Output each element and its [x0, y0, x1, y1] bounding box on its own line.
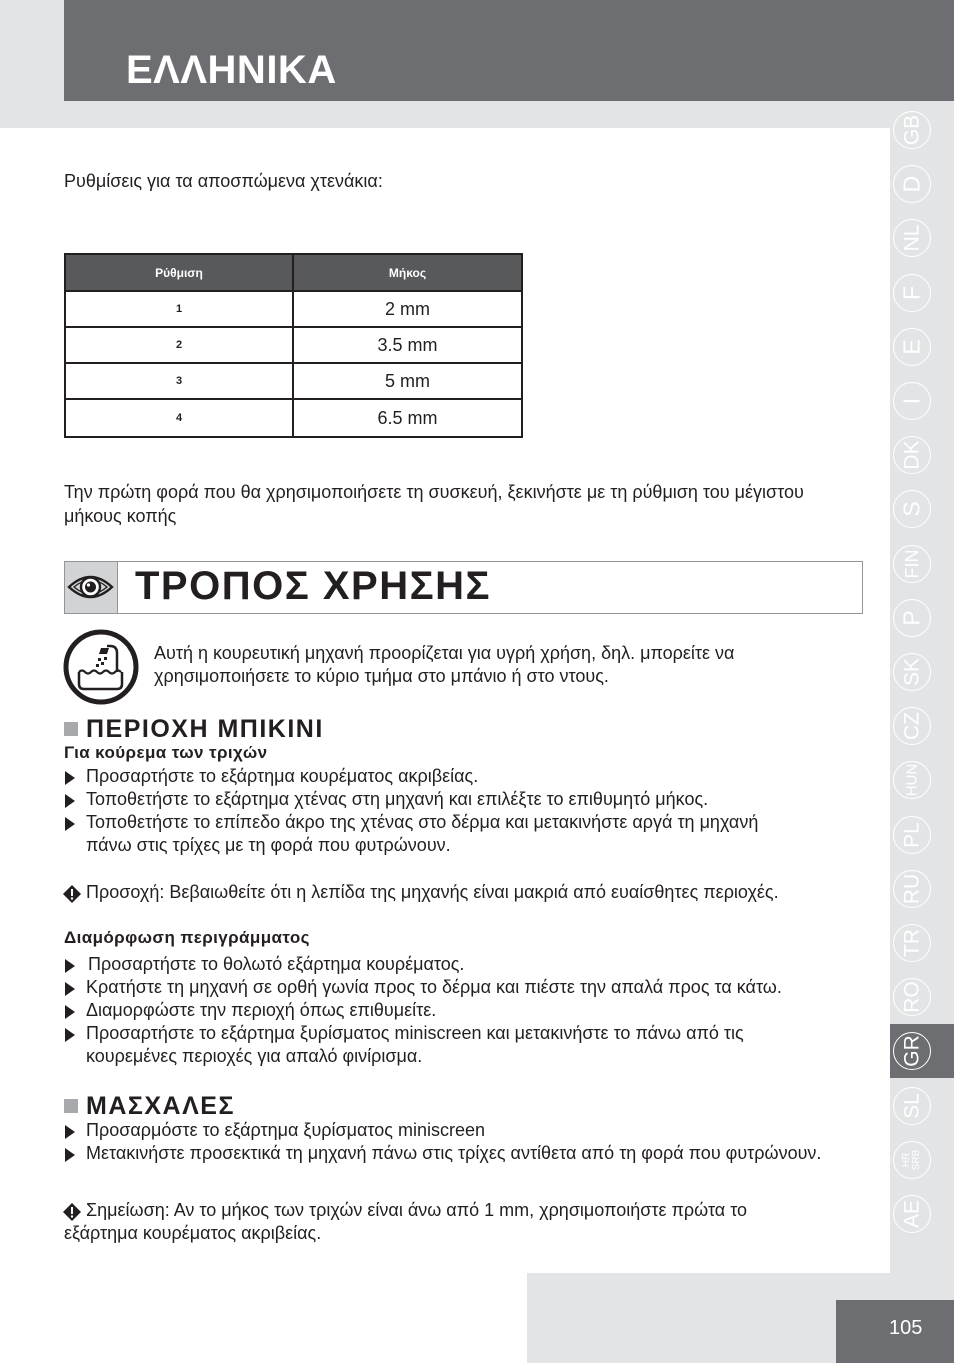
language-tab-fin — [893, 545, 931, 583]
shaping-subheading: Διαμόρφωση περιγράμματος — [64, 928, 310, 947]
column-header-length: Μήκος — [293, 254, 522, 291]
usage-section-header — [64, 561, 863, 614]
bullet-triangle-icon — [65, 1148, 75, 1162]
language-tab-label: GR — [900, 1035, 924, 1068]
bullet-triangle-icon — [65, 1125, 75, 1139]
bullet-triangle-icon — [65, 1005, 75, 1019]
list-item-continuation: πάνω στις τρίχες με τη φορά που φυτρώνουν. — [86, 835, 451, 855]
language-tab-label: RU — [900, 873, 924, 904]
list-item: Μετακινήστε προσεκτικά τη μηχανή πάνω στις τρίχες αντίθετα από τη φορά που φυτρώνουν. — [86, 1143, 822, 1163]
language-tab-label: TR — [900, 929, 924, 957]
language-tab-gb — [893, 111, 931, 149]
page-language-title: ΕΛΛΗΝΙΚΑ — [126, 48, 337, 92]
language-tab-label: GB — [900, 114, 924, 146]
note-text-line: εξάρτημα κουρέματος ακριβείας. — [64, 1223, 322, 1243]
language-tab-label-line: SRB — [911, 1149, 922, 1171]
language-tab-label: NL — [900, 224, 924, 252]
language-tab-list — [890, 0, 954, 1273]
language-tab-label: S — [898, 501, 925, 518]
list-item: Προσαρτήστε το εξάρτημα ξυρίσματος miniscreen και μετακινήστε το πάνω από τις — [86, 1023, 744, 1043]
section-title: ΤΡΟΠΟΣ ΧΡΗΣΗΣ — [135, 564, 491, 608]
language-tab-tr — [893, 924, 931, 962]
list-item: Προσαρμόστε το εξάρτημα ξυρίσματος miniscreen — [86, 1120, 485, 1140]
language-tab-i — [893, 382, 931, 420]
language-tab-label: AE — [900, 1199, 924, 1229]
bullet-triangle-icon — [65, 794, 75, 808]
table-cell-setting: 3 — [65, 363, 293, 399]
list-item: Τοποθετήστε το εξάρτημα χτένας στη μηχανή και επιλέξτε το επιθυμητό μήκος. — [86, 789, 709, 809]
language-tab-sl — [893, 1087, 931, 1125]
table-row — [65, 327, 522, 363]
language-tab-dk — [893, 436, 931, 474]
table-cell-length: 3.5 mm — [293, 327, 522, 363]
list-item: Τοποθετήστε το επίπεδο άκρο της χτένας στο δέρμα και μετακινήστε αργά τη μηχανή — [86, 812, 759, 832]
language-tab-label: F — [898, 285, 925, 300]
table-cell-setting: 4 — [65, 399, 293, 437]
language-tab-label: HUN — [903, 764, 921, 797]
table-row — [65, 363, 522, 399]
bikini-heading: ΠΕΡΙΟΧΗ ΜΠΙΚΙΝΙ — [86, 715, 324, 743]
bullet-triangle-icon — [65, 817, 75, 831]
bullet-triangle-icon — [65, 771, 75, 785]
page-number: 105 — [889, 1317, 923, 1339]
language-tab-hr-srb — [893, 1141, 931, 1179]
wet-use-icon — [62, 628, 140, 706]
language-tab-f — [893, 274, 931, 312]
column-header-setting: Ρύθμιση — [65, 254, 293, 291]
eye-icon — [65, 562, 118, 613]
list-item: Διαμορφώστε την περιοχή όπως επιθυμείτε. — [86, 1000, 437, 1020]
underarms-heading: ΜΑΣΧΑΛΕΣ — [86, 1092, 235, 1120]
language-tab-pl — [893, 816, 931, 854]
list-item-continuation: κουρεμένες περιοχές για απαλό φινίρισμα. — [86, 1046, 423, 1066]
language-tab-e — [893, 328, 931, 366]
trimming-subheading: Για κούρεμα των τριχών — [64, 743, 268, 762]
language-tab-label: SK — [900, 657, 924, 687]
language-tab-label: D — [898, 175, 925, 193]
table-header-row — [65, 254, 522, 291]
language-tab-label-line: HR — [901, 1152, 912, 1168]
bullet-triangle-icon — [65, 959, 75, 973]
list-item: Προσαρτήστε το εξάρτημα κουρέματος ακριβείας. — [86, 766, 479, 786]
language-tab-label: DK — [900, 440, 924, 470]
table-cell-setting: 2 — [65, 327, 293, 363]
language-tab-ru — [893, 870, 931, 908]
language-tab-label: P — [898, 610, 925, 626]
heading-square-icon — [64, 1099, 78, 1113]
table-cell-setting: 1 — [65, 291, 293, 327]
language-tab-d — [893, 165, 931, 203]
list-item: Κρατήστε τη μηχανή σε ορθή γωνία προς το δέρμα και πιέστε την απαλά προς τα κάτω. — [86, 977, 782, 997]
first-use-note-line: Την πρώτη φορά που θα χρησιμοποιήσετε τη συσκευή, ξεκινήστε με τη ρύθμιση του μέγιστου — [64, 482, 804, 502]
bullet-triangle-icon — [65, 982, 75, 996]
language-tab-sk — [893, 653, 931, 691]
language-tab-hun — [893, 761, 931, 799]
language-tab-ro — [893, 978, 931, 1016]
list-item: Προσαρτήστε το θολωτό εξάρτημα κουρέματος. — [88, 954, 465, 974]
caution-text: Προσοχή: Βεβαιωθείτε ότι η λεπίδα της μηχανής είναι μακριά από ευαίσθητες περιοχές. — [86, 882, 779, 902]
warning-icon — [63, 885, 81, 903]
language-tab-ae — [893, 1195, 931, 1233]
language-tab-s — [893, 490, 931, 528]
first-use-note-line: μήκους κοπής — [64, 506, 177, 526]
language-tab-label: E — [898, 339, 925, 355]
language-tab-nl — [893, 219, 931, 257]
bullet-triangle-icon — [65, 1028, 75, 1042]
language-tab-label: I — [898, 397, 925, 405]
language-tab-p — [893, 599, 931, 637]
language-tab-cz — [893, 707, 931, 745]
table-cell-length: 5 mm — [293, 363, 522, 399]
table-cell-length: 6.5 mm — [293, 399, 522, 437]
language-tab-label: RO — [900, 981, 924, 1013]
table-cell-length: 2 mm — [293, 291, 522, 327]
language-tab-label: SL — [900, 1092, 924, 1119]
note-text-line: Σημείωση: Αν το μήκος των τριχών είναι άνω από 1 mm, χρησιμοποιήστε πρώτα το — [86, 1200, 748, 1220]
table-row — [65, 291, 522, 327]
table-row — [65, 399, 522, 437]
comb-settings-table — [64, 253, 523, 438]
language-tab-label: FIN — [902, 549, 922, 579]
language-tab-label: PL — [900, 821, 924, 848]
language-tab-label — [902, 1150, 922, 1171]
comb-settings-intro: Ρυθμίσεις για τα αποσπώμενα χτενάκια: — [64, 171, 383, 191]
wet-use-text-line: χρησιμοποιήσετε το κύριο τμήμα στο μπάνιο ή στο ντους. — [154, 666, 609, 686]
wet-use-text-line: Αυτή η κουρευτική μηχανή προορίζεται για υγρή χρήση, δηλ. μπορείτε να — [154, 643, 735, 663]
heading-square-icon — [64, 722, 78, 736]
warning-icon — [63, 1203, 81, 1221]
language-tab-label: CZ — [900, 712, 924, 741]
